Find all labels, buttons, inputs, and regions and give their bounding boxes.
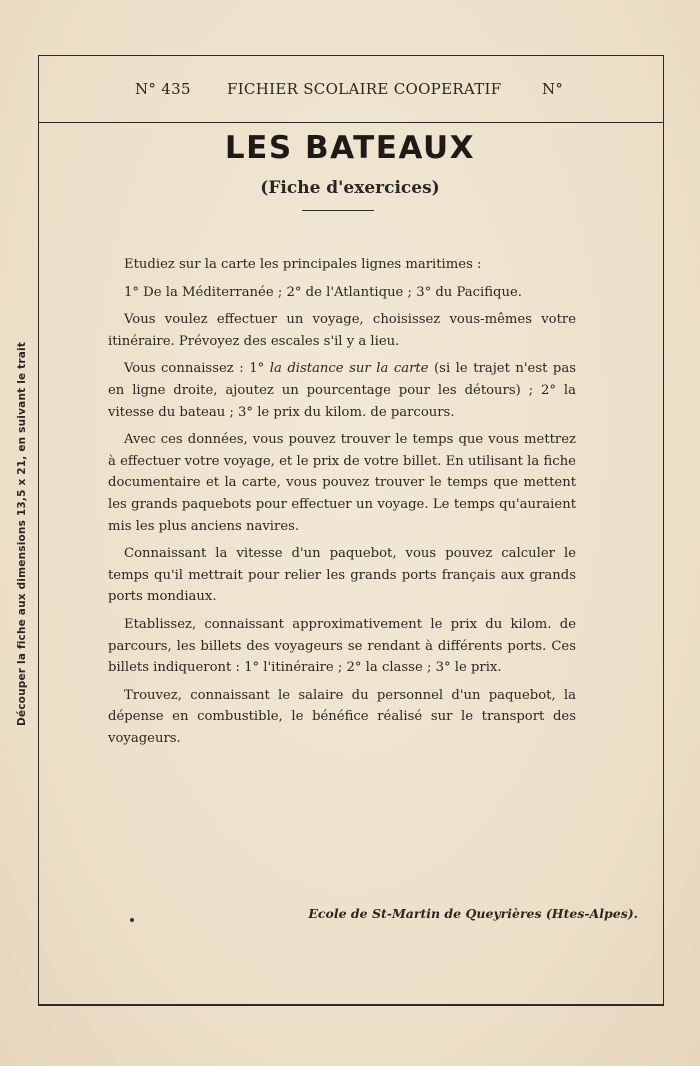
cutting-instruction: Découper la fiche aux dimensions 13,5 x 21, en suivant le trait (16, 341, 28, 726)
paragraph (108, 358, 576, 423)
paragraph-emphasis: la distance sur la carte (269, 361, 429, 377)
paragraph-part: (si le trajet n'est pas en ligne droite, ajoutez un pourcentage pour les détours) ; 2° la vitesse du bateau ; 3° le prix du kilom. de parcours. (108, 361, 577, 420)
paragraph: Avec ces données, vous pouvez trouver le temps que vous mettrez à effectuer votre voyage, et le prix de votre billet. En utilisant la fiche documentaire et la carte, vous pouvez trouver le temps que mettent les grands paquebots pour effectuer un voyage. Le temps qu'auraient mis les plus anciens navires. (108, 432, 576, 534)
paragraph: Trouvez, connaissant le salaire du personnel d'un paquebot, la dépense en combustible, le bénéfice réalisé sur le transport des voyageurs. (108, 687, 576, 746)
collection-title: FICHIER SCOLAIRE COOPERATIF (227, 80, 502, 98)
paragraph: Connaissant la vitesse d'un paquebot, vous pouvez calculer le temps qu'il mettrait pour relier les grands ports français aux grands ports mondiaux. (108, 546, 576, 605)
school-signature: Ecole de St-Martin de Queyrières (Htes-Alpes). (308, 906, 638, 921)
paragraph: Etablissez, connaissant approximativement le prix du kilom. de parcours, les billets des voyageurs se rendant à différents ports. Ces billets indiqueront : 1° l'itinéraire ; 2° la classe ; 3° le prix. (108, 616, 576, 676)
paragraph-part: Vous connaissez : 1° (124, 361, 270, 377)
title-divider (302, 210, 374, 211)
page-subtitle: (Fiche d'exercices) (260, 178, 440, 198)
paragraph: 1° De la Méditerranée ; 2° de l'Atlantique ; 3° du Pacifique. (124, 284, 522, 300)
card-number-blank: N° (542, 80, 564, 98)
exercise-text (108, 254, 576, 755)
card-header (39, 56, 663, 123)
paragraph: Vous voulez effectuer un voyage, choisissez vous-mêmes votre itinéraire. Prévoyez des escales s'il y a lieu. (108, 312, 576, 349)
page-title: LES BATEAUX (224, 130, 476, 166)
ink-speck (130, 918, 134, 922)
paragraph: Etudiez sur la carte les principales lignes maritimes : (124, 257, 482, 272)
card-number: N° 435 (135, 80, 191, 98)
